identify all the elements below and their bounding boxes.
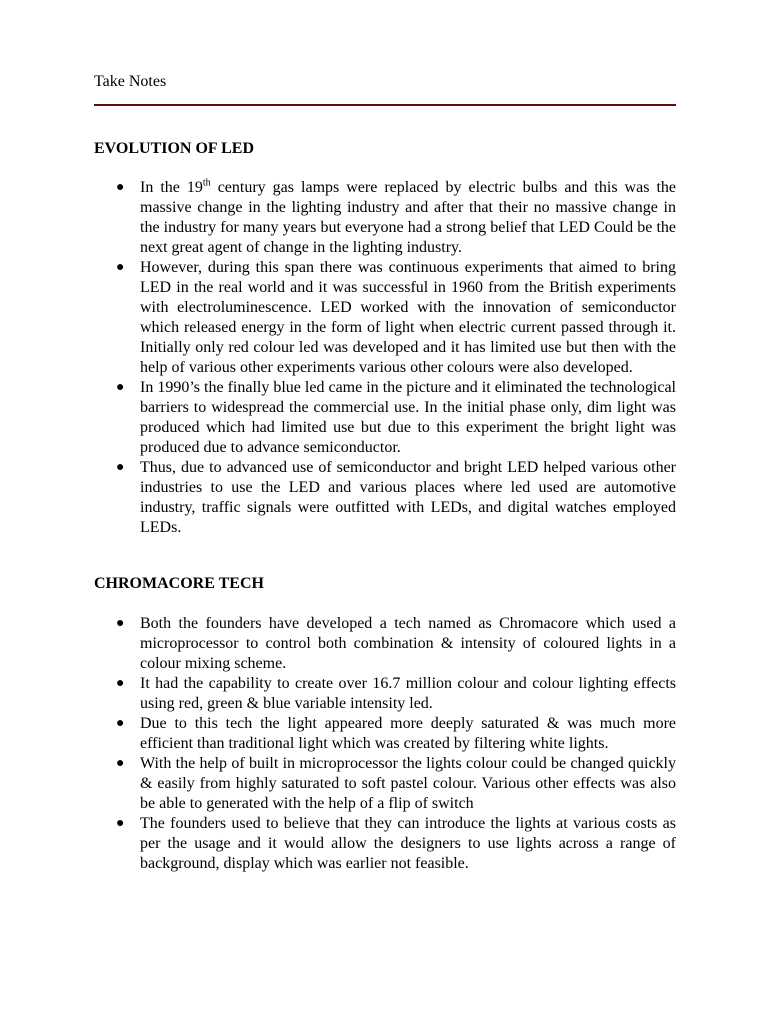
bullet-list-chromacore <box>94 614 676 874</box>
list-item <box>94 814 676 874</box>
list-item-text: However, during this span there was continuous experiments that aimed to bring LED in the real world and it was successful in 1960 from the British experiments with electroluminescence. LED worked with the innovation of semiconductor which released energy in the form of light when electric current passed through it. Initially only red colour led was developed and it has limited use but then with the help of various other experiments various other colours were also developed. <box>140 259 676 376</box>
list-item-text-start: In the 19 <box>140 179 203 196</box>
list-item <box>94 714 676 754</box>
bullet-icon: ● <box>116 616 125 631</box>
list-item <box>94 258 676 378</box>
list-item <box>94 754 676 814</box>
page-header-title: Take Notes <box>94 73 167 90</box>
list-item-text: The founders used to believe that they can introduce the lights at various costs as per the usage and it would allow the designers to use lights across a range of background, display which was earlier not feasible. <box>140 815 676 872</box>
list-item-text: Due to this tech the light appeared more deeply saturated & was much more efficient than traditional light which was created by filtering white lights. <box>140 715 676 752</box>
list-item-superscript: th <box>202 177 211 189</box>
bullet-icon: ● <box>116 816 125 831</box>
bullet-icon: ● <box>116 756 125 771</box>
section-heading-evolution: EVOLUTION OF LED <box>94 140 254 157</box>
bullet-icon: ● <box>116 260 125 275</box>
list-item-text-end: century gas lamps were replaced by electric bulbs and this was the massive change in the lighting industry and after that their no massive change in the industry for many years but everyone had a strong belief that LED Could be the next great agent of change in the lighting industry. <box>140 179 677 256</box>
bullet-list-evolution <box>94 178 676 538</box>
list-item-text: In 1990’s the finally blue led came in the picture and it eliminated the technological barriers to widespread the commercial use. In the initial phase only, dim light was produced which had limited use but due to this experiment the bright light was produced due to advance semiconductor. <box>140 379 676 456</box>
section-heading-chromacore: CHROMACORE TECH <box>94 575 264 592</box>
list-item-text: Both the founders have developed a tech named as Chromacore which used a microprocessor to control both combination & intensity of coloured lights in a colour mixing scheme. <box>140 615 676 672</box>
bullet-icon: ● <box>116 380 125 395</box>
list-item-text: Thus, due to advanced use of semiconductor and bright LED helped various other industries to use the LED and various places where led used are automotive industry, traffic signals were outfitted with LEDs, and digital watches employed LEDs. <box>140 459 676 536</box>
bullet-icon: ● <box>116 676 125 691</box>
list-item <box>94 458 676 538</box>
bullet-icon: ● <box>116 716 125 731</box>
bullet-icon: ● <box>116 180 125 195</box>
list-item <box>94 178 676 258</box>
list-item <box>94 378 676 458</box>
bullet-icon: ● <box>116 460 125 475</box>
header-divider <box>94 104 676 106</box>
list-item <box>94 614 676 674</box>
list-item <box>94 674 676 714</box>
list-item-text: It had the capability to create over 16.7 million colour and colour lighting effects using red, green & blue variable intensity led. <box>140 675 676 712</box>
list-item-text: With the help of built in microprocessor the lights colour could be changed quickly & easily from highly saturated to soft pastel colour. Various other effects was also be able to generated with the help of a flip of switch <box>140 755 676 812</box>
